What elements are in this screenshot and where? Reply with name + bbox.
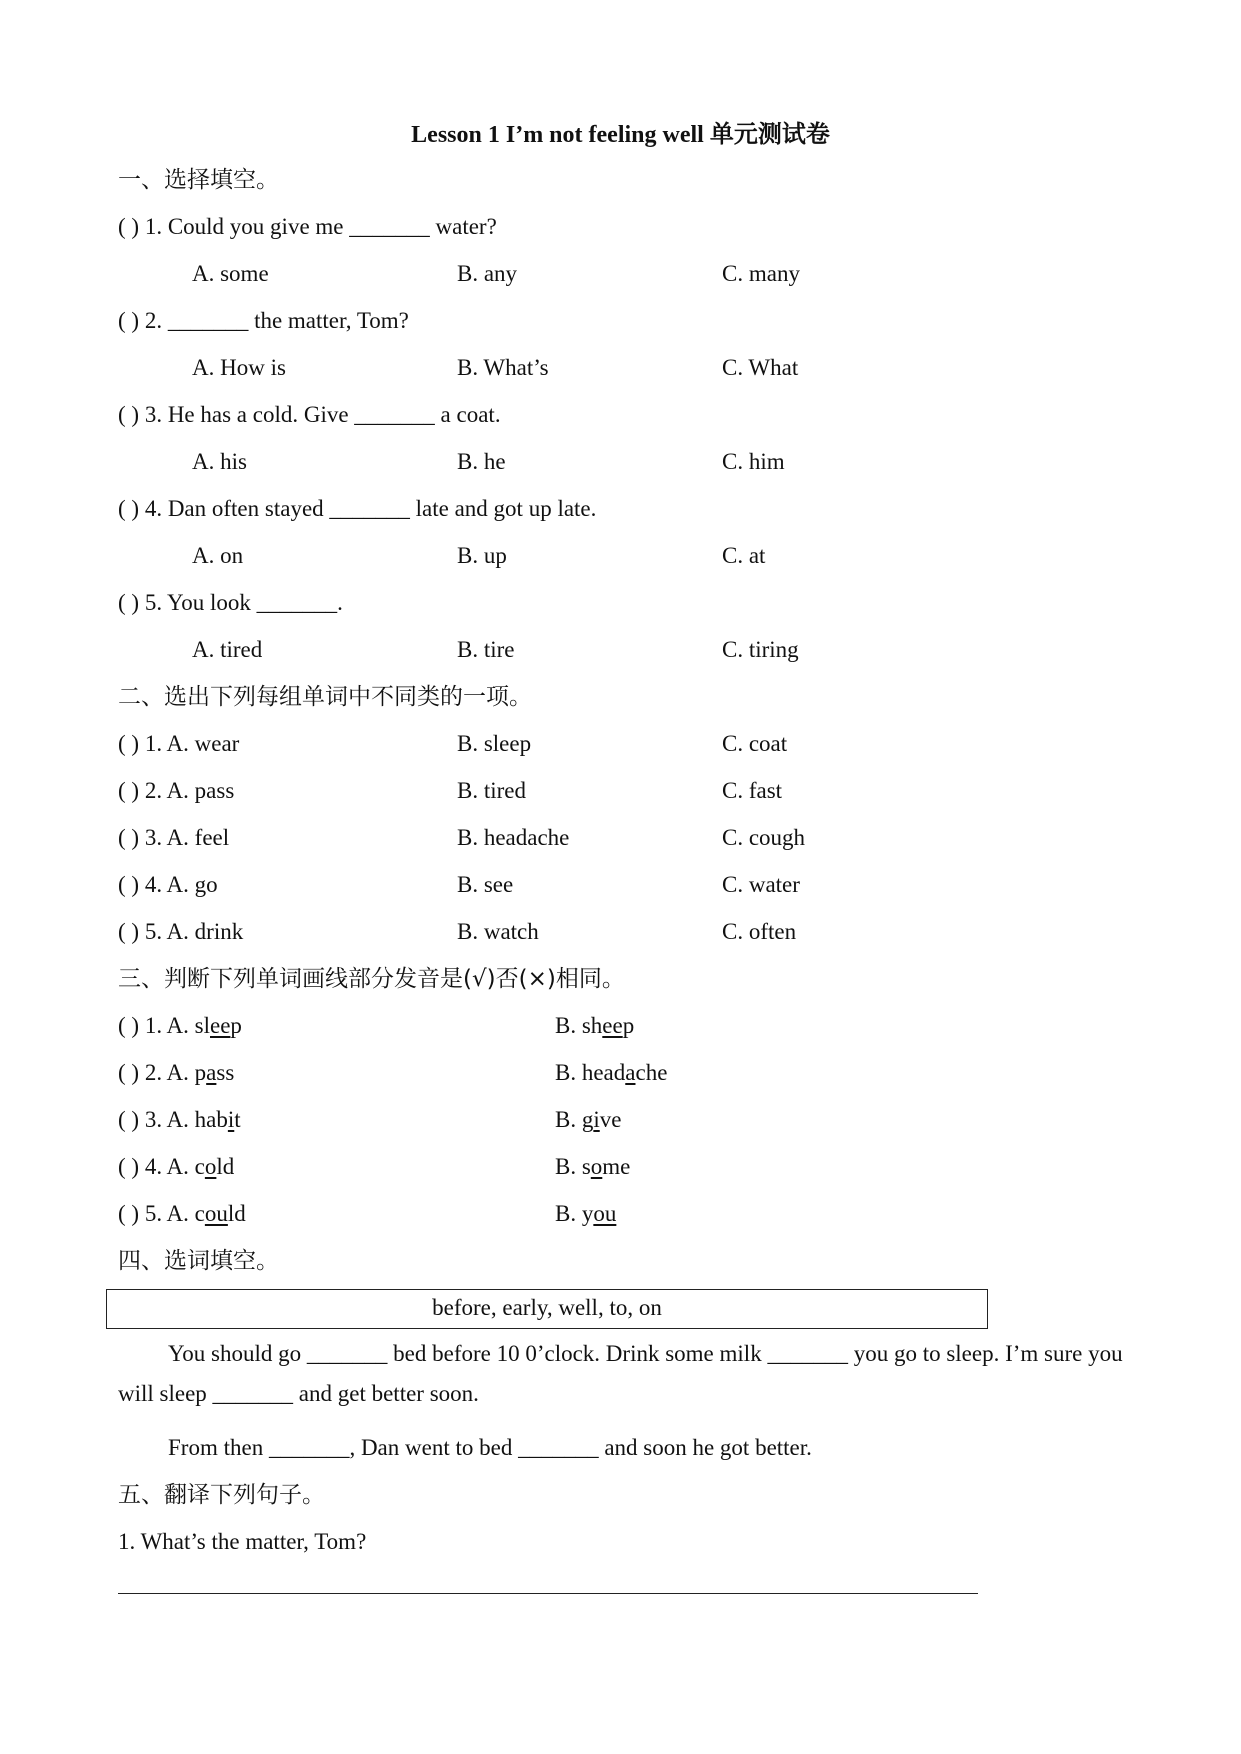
answer-line[interactable] [118, 1593, 978, 1594]
underlined-letters: a [625, 1060, 636, 1085]
section1-heading: 一、选择填空。 [118, 167, 279, 193]
option-a: ( ) 3. A. feel [118, 825, 230, 850]
word-b: B. sheep [555, 1013, 635, 1038]
translation-question: 1. What’s the matter, Tom? [118, 1529, 367, 1554]
underlined-letters: o [590, 1154, 603, 1179]
option-c: C. What [722, 355, 799, 380]
underlined-letters: ee [210, 1013, 231, 1038]
word-a: ( ) 2. A. pass [118, 1060, 235, 1085]
option-a: A. on [192, 543, 244, 568]
option-b: B. headache [457, 825, 570, 850]
option-b: B. he [457, 449, 506, 474]
question-stem: ( ) 4. Dan often stayed _______ late and got up late. [118, 496, 597, 521]
option-b: B. any [457, 261, 518, 286]
underlined-letters: i [593, 1107, 600, 1132]
page-title: Lesson 1 I’m not feeling well 单元测试卷 [411, 122, 830, 148]
question-stem: ( ) 1. Could you give me _______ water? [118, 214, 497, 239]
underlined-letters: ee [602, 1013, 623, 1038]
underlined-letters: a [206, 1060, 217, 1085]
word-bank-box: before, early, well, to, on [106, 1289, 988, 1329]
option-a: A. How is [192, 355, 286, 380]
underlined-letters: ou [593, 1201, 617, 1226]
word-b: B. headache [555, 1060, 668, 1085]
option-c: C. tiring [722, 637, 799, 662]
option-b: B. tired [457, 778, 526, 803]
option-c: C. him [722, 449, 785, 474]
option-c: C. coat [722, 731, 788, 756]
option-b: B. tire [457, 637, 515, 662]
section4-heading: 四、选词填空。 [118, 1248, 279, 1274]
option-b: B. sleep [457, 731, 532, 756]
option-b: B. see [457, 872, 514, 897]
underlined-letters: i [227, 1107, 235, 1132]
underlined-letters: ou [204, 1201, 228, 1226]
option-a: A. his [192, 449, 247, 474]
word-a: ( ) 4. A. cold [118, 1154, 235, 1179]
passage-paragraph-2: From then _______, Dan went to bed _______ and soon he got better. [168, 1435, 812, 1460]
option-c: C. fast [722, 778, 783, 803]
option-b: B. What’s [457, 355, 549, 380]
section2-heading: 二、选出下列每组单词中不同类的一项。 [118, 684, 532, 710]
option-c: C. many [722, 261, 800, 286]
option-a: ( ) 2. A. pass [118, 778, 235, 803]
question-stem: ( ) 2. _______ the matter, Tom? [118, 308, 409, 333]
passage-paragraph-1: You should go _______ bed before 10 0’clock. Drink some milk _______ you go to sleep. I’m sure you will sleep _______ and get better soon. [118, 1341, 1123, 1406]
option-c: C. at [722, 543, 766, 568]
option-c: C. water [722, 872, 800, 897]
option-c: C. cough [722, 825, 806, 850]
question-stem: ( ) 5. You look _______. [118, 590, 343, 615]
word-a: ( ) 3. A. habit [118, 1107, 241, 1132]
underlined-letters: o [204, 1154, 217, 1179]
section3-heading: 三、判断下列单词画线部分发音是(√)否(×)相同。 [118, 966, 625, 992]
option-a: A. tired [192, 637, 263, 662]
option-c: C. often [722, 919, 797, 944]
word-b: B. give [555, 1107, 622, 1132]
option-a: ( ) 5. A. drink [118, 919, 244, 944]
word-b: B. some [555, 1154, 631, 1179]
option-a: ( ) 1. A. wear [118, 731, 240, 756]
option-b: B. watch [457, 919, 539, 944]
section5-heading: 五、翻译下列句子。 [118, 1482, 325, 1508]
option-b: B. up [457, 543, 507, 568]
word-b: B. you [555, 1201, 617, 1226]
option-a: ( ) 4. A. go [118, 872, 218, 897]
question-stem: ( ) 3. He has a cold. Give _______ a coat. [118, 402, 501, 427]
word-a: ( ) 1. A. sleep [118, 1013, 242, 1038]
option-a: A. some [192, 261, 269, 286]
word-a: ( ) 5. A. could [118, 1201, 246, 1226]
